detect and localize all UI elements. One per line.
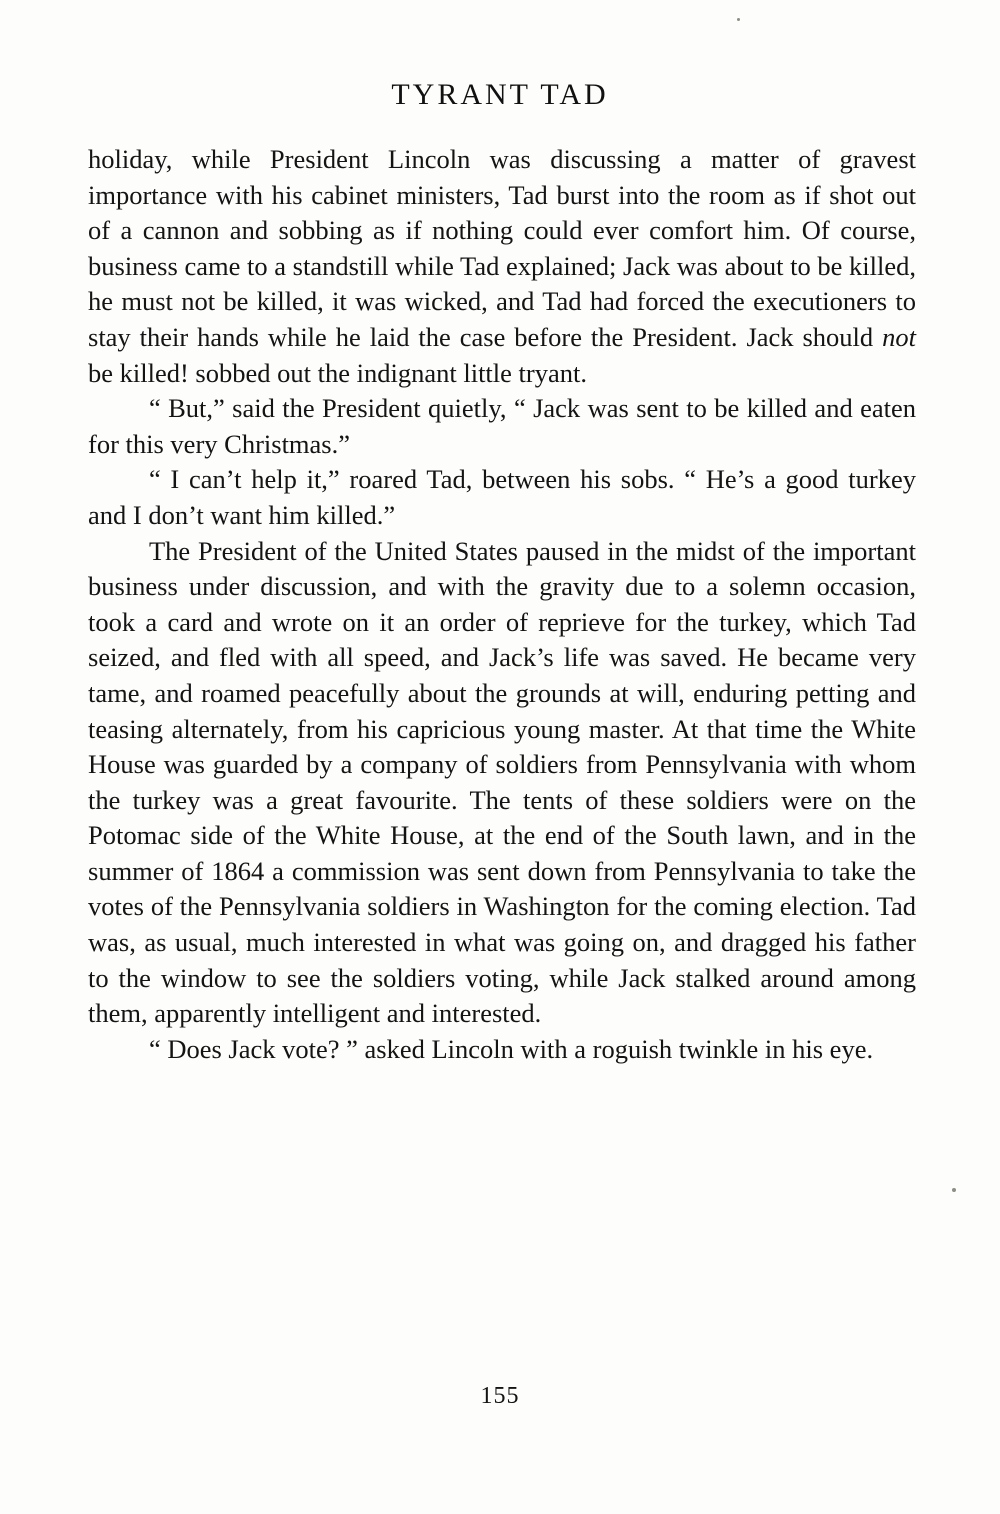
page-body-text	[88, 142, 916, 1067]
paragraph-4: The President of the United States paused in the midst of the important business under discussion, and with the gravity due to a solemn occasion, took a card and wrote on it an order of reprieve for the turkey, which Tad seized, and fled with all speed, and Jack’s life was saved. He became very tame, and roamed peacefully about the grounds at will, enduring petting and teasing alternately, from his capricious young master. At that time the White House was guarded by a company of soldiers from Pennsylvania with whom the turkey was a great favourite. The tents of these soldiers were on the Potomac side of the White House, at the end of the South lawn, and in the summer of 1864 a commission was sent down from Pennsylvania to take the votes of the Pennsylvania soldiers in Washington for the coming election. Tad was, as usual, much interested in what was going on, and dragged his father to the window to see the soldiers voting, while Jack stalked around among them, apparently intelligent and interested.	[88, 535, 916, 1029]
page-running-head: TYRANT TAD	[391, 78, 609, 111]
paragraph-1-text-before-italic: holiday, while President Lincoln was discussing a matter of gravest importance with his cabinet ministers, Tad burst into the room as if shot out of a cannon and sobbing as if nothing could ever comfort him. Of course, business came to a standstill while Tad explained; Jack was about to be killed, he must not be killed, it was wicked, and Tad had forced the executioners to stay their hands while he laid the case before the President. Jack should	[88, 144, 916, 352]
paragraph-2: “ But,” said the President quietly, “ Jack was sent to be killed and eaten for this very Christmas.”	[88, 393, 916, 459]
paper-speck	[952, 1188, 956, 1192]
paragraph-5: “ Does Jack vote? ” asked Lincoln with a roguish twinkle in his eye.	[148, 1033, 874, 1064]
paragraph-1-italic-word: not	[882, 321, 916, 352]
paragraph-3: “ I can’t help it,” roared Tad, between his sobs. “ He’s a good turkey and I don’t want him killed.”	[88, 464, 916, 530]
page-number: 155	[480, 1383, 520, 1409]
paragraph-1-text-after-italic: be killed! sobbed out the indignant little tryant.	[88, 357, 587, 388]
paragraph-1	[88, 142, 916, 391]
paper-speck	[737, 18, 740, 21]
